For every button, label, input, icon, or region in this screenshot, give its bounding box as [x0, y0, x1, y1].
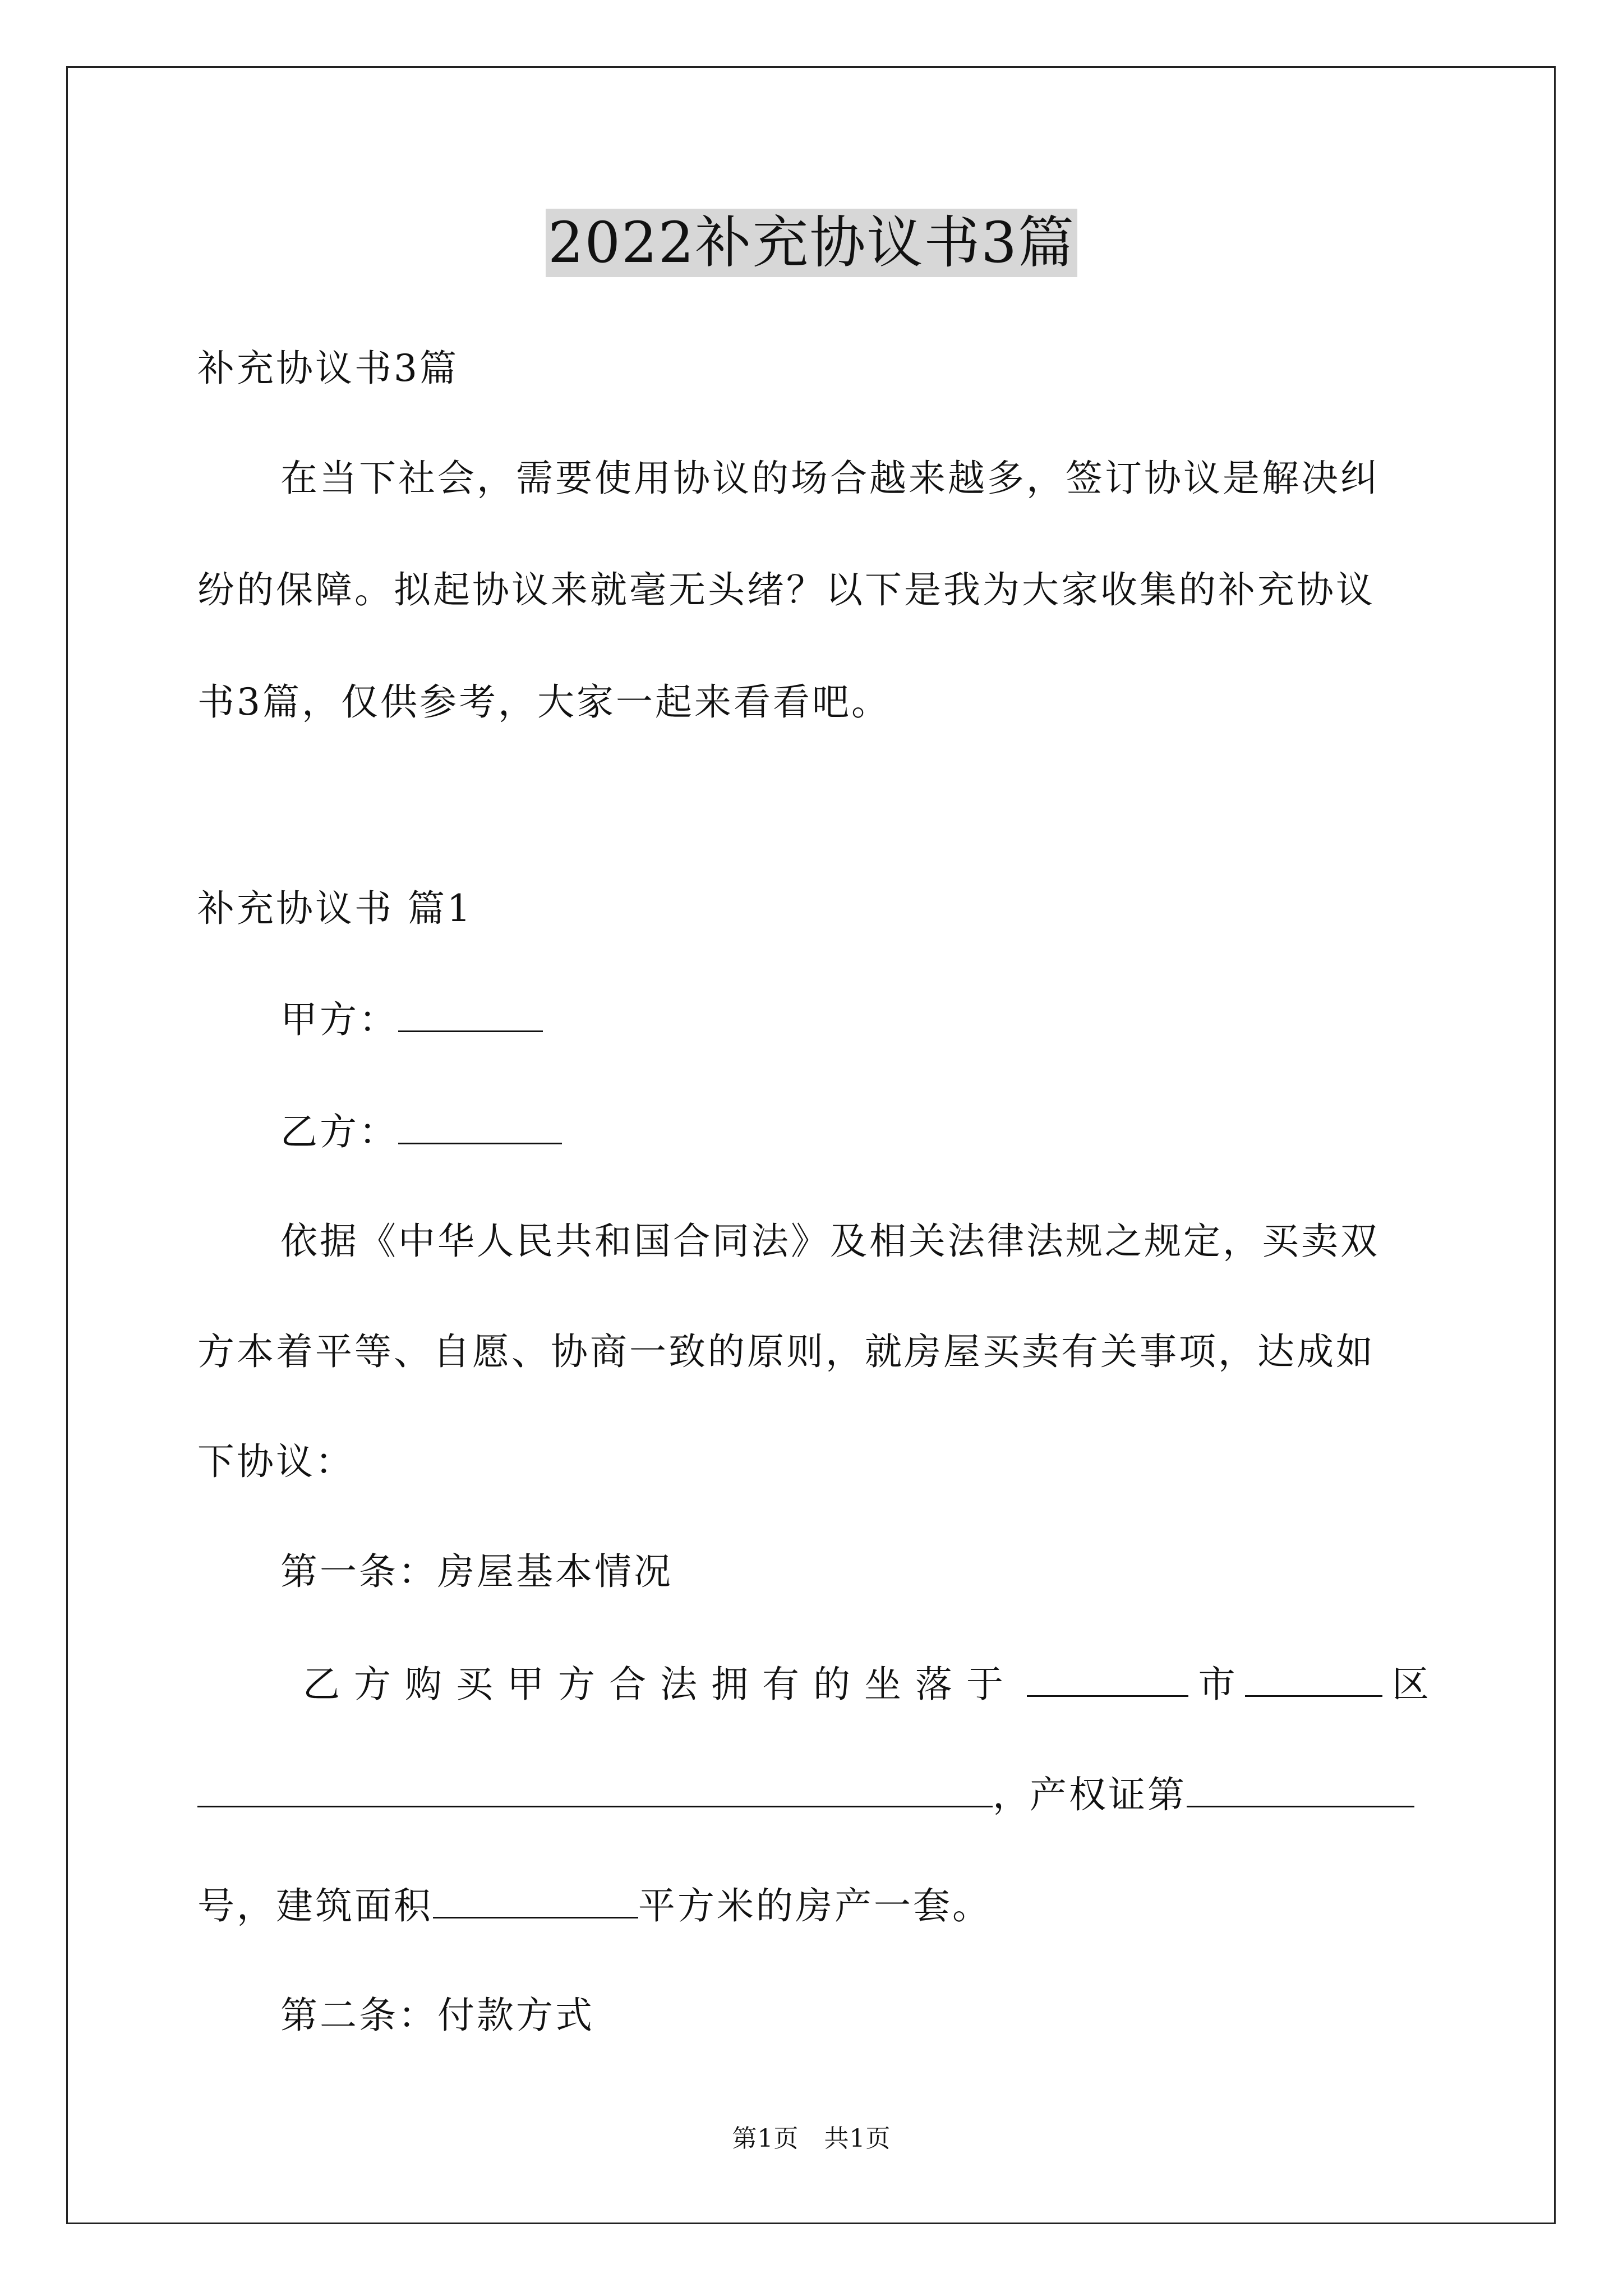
section-heading: 补充协议书 篇1	[197, 887, 473, 930]
article1-line-1	[303, 1660, 1429, 1707]
basis-line-2: 方本着平等、自愿、协商一致的原则，就房屋买卖有关事项，达成如	[197, 1330, 1375, 1373]
area-blank	[433, 1882, 638, 1918]
title-container	[0, 209, 1623, 277]
address-comma: ，	[993, 1773, 1030, 1816]
page-footer: 第1页 共1页	[732, 2124, 891, 2153]
article1-line-2	[197, 1771, 1414, 1818]
city-suffix: 市	[1198, 1663, 1235, 1706]
district-suffix: 区	[1392, 1663, 1429, 1706]
intro-line-1: 在当下社会，需要使用协议的场合越来越多，签订协议是解决纠	[280, 457, 1380, 500]
document-title: 2022补充协议书3篇	[546, 209, 1077, 277]
cert-number-blank	[1187, 1771, 1414, 1807]
address-blank	[197, 1771, 993, 1807]
subtitle: 补充协议书3篇	[197, 347, 459, 390]
article1-line1-start: 乙方购买甲方合法拥有的坐落于	[303, 1663, 1017, 1706]
article2-heading: 第二条：付款方式	[280, 1994, 594, 2037]
district-blank	[1245, 1660, 1382, 1697]
intro-line-2: 纷的保障。拟起协议来就毫无头绪？以下是我为大家收集的补充协议	[197, 568, 1375, 611]
area-prefix: 号，建筑面积	[197, 1884, 433, 1927]
party-b-row	[280, 1108, 562, 1154]
article1-line-3	[197, 1882, 992, 1929]
article1-heading: 第一条：房屋基本情况	[280, 1550, 673, 1593]
cert-label: 产权证第	[1030, 1773, 1187, 1816]
intro-line-3: 书3篇，仅供参考，大家一起来看看吧。	[197, 680, 891, 724]
area-suffix: 平方米的房产一套。	[638, 1884, 992, 1927]
party-a-blank	[398, 996, 543, 1032]
party-a-label: 甲方：	[280, 998, 398, 1041]
party-b-label: 乙方：	[280, 1110, 398, 1153]
basis-line-3: 下协议：	[197, 1440, 354, 1483]
party-b-blank	[398, 1108, 562, 1144]
basis-line-1: 依据《中华人民共和国合同法》及相关法律法规之规定，买卖双	[280, 1220, 1380, 1263]
city-blank	[1027, 1660, 1188, 1697]
party-a-row	[280, 996, 543, 1042]
